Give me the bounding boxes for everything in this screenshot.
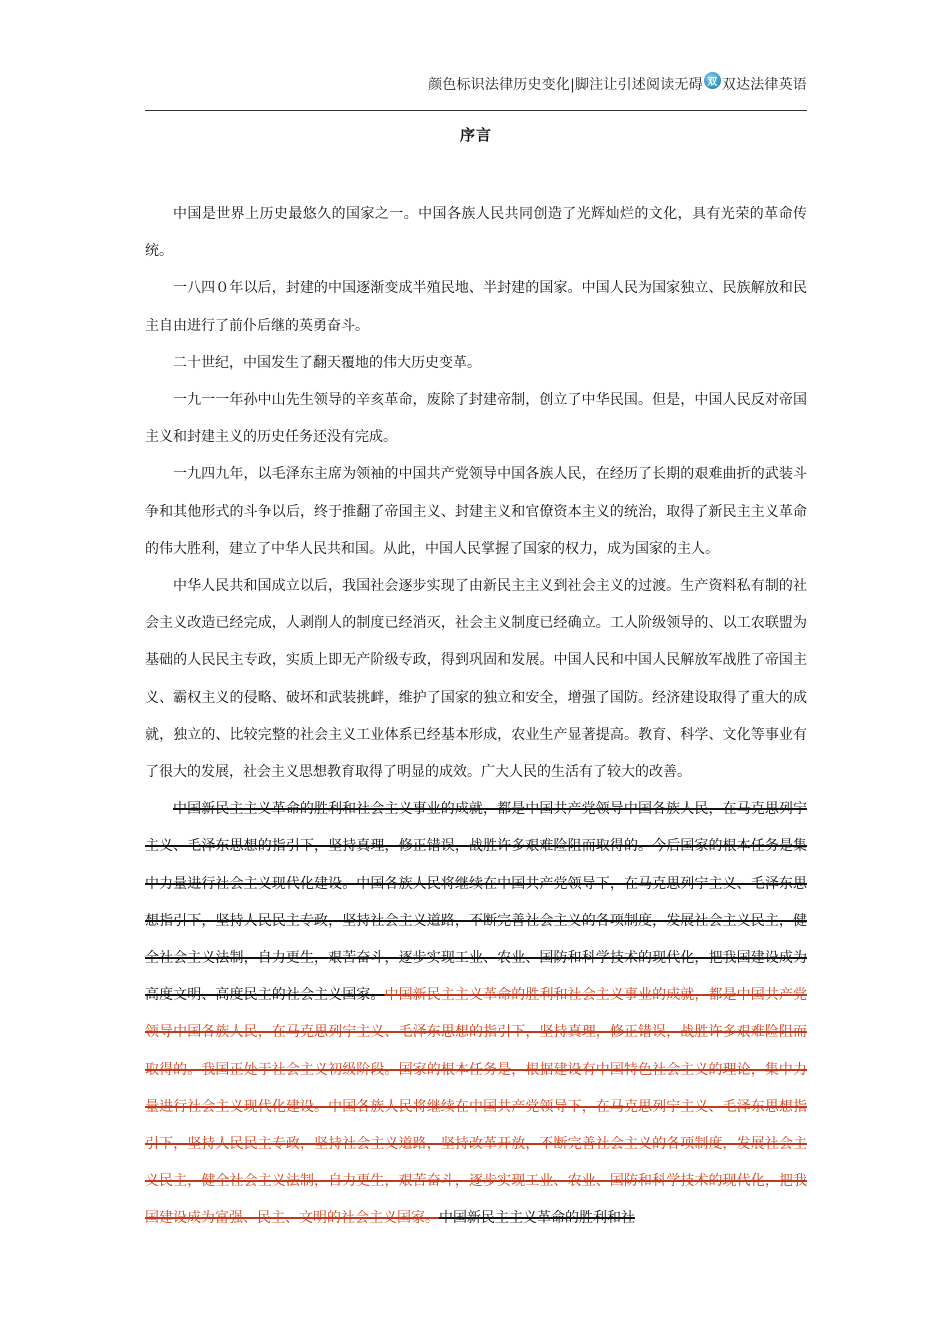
document-body [145, 196, 807, 1238]
page-header [145, 72, 807, 96]
paragraph: 二十世纪，中国发生了翻天覆地的伟大历史变革。 [173, 354, 481, 371]
paragraph: 一八四０年以后，封建的中国逐渐变成半殖民地、半封建的国家。中国人民为国家独立、民族解放和民主自由进行了前仆后继的英勇奋斗。 [145, 280, 807, 334]
deleted-text-trailing: 中国新民主主义革命的胜利和社 [439, 1210, 635, 1227]
paragraph: 一九四九年，以毛泽东主席为领袖的中国共产党领导中国各族人民，在经历了长期的艰难曲折的武装斗争和其他形式的斗争以后，终于推翻了帝国主义、封建主义和官僚资本主义的统治，取得了新民主主义革命的伟大胜利，建立了中华人民共和国。从此，中国人民掌握了国家的权力，成为国家的主人。 [145, 466, 807, 557]
deleted-text-original: 中国新民主主义革命的胜利和社会主义事业的成就，都是中国共产党领导中国各族人民，在马克思列宁主义、毛泽东思想的指引下，坚持真理，修正错误，战胜许多艰难险阻而取得的。今后国家的根本任务是集中力量进行社会主义现代化建设。中国各族人民将继续在中国共产党领导下，在马克思列宁主义、毛泽东思想指引下，坚持人民民主专政，坚持社会主义道路，不断完善社会主义的各项制度，发展社会主义民主，健全社会主义法制，自力更生，艰苦奋斗，逐步实现工业、农业、国防和科学技术的现代化，把我国建设成为高度文明、高度民主的社会主义国家。 [145, 801, 807, 1004]
paragraph: 中国是世界上历史最悠久的国家之一。中国各族人民共同创造了光辉灿烂的文化，具有光荣的革命传统。 [145, 206, 807, 260]
page-title: 序言 [459, 126, 492, 144]
deleted-text-amendment: 中国新民主主义革命的胜利和社会主义事业的成就，都是中国共产党领导中国各族人民，在马克思列宁主义、毛泽东思想的指引下，坚持真理，修正错误，战胜许多艰难险阻而取得的。我国正处于社会主义初级阶段。国家的根本任务是，根据建设有中国特色社会主义的理论，集中力量进行社会主义现代化建设。中国各族人民将继续在中国共产党领导下，在马克思列宁主义、毛泽东思想指引下，坚持人民民主专政，坚持社会主义道路，坚持改革开放，不断完善社会主义的各项制度，发展社会主义民主，健全社会主义法制，自力更生，艰苦奋斗，逐步实现工业、农业、国防和科学技术的现代化，把我国建设成为富强、民主、文明的社会主义国家。 [145, 987, 808, 1227]
amended-paragraph [145, 791, 807, 1237]
header-tagline: 颜色标识法律历史变化|脚注让引述阅读无碍 [428, 77, 703, 93]
header-brand: 双达法律英语 [721, 77, 807, 93]
header-divider [145, 110, 807, 111]
brand-logo-icon: 双 [704, 72, 721, 89]
paragraph: 中华人民共和国成立以后，我国社会逐步实现了由新民主主义到社会主义的过渡。生产资料私有制的社会主义改造已经完成，人剥削人的制度已经消灭，社会主义制度已经确立。工人阶级领导的、以工农联盟为基础的人民民主专政，实质上即无产阶级专政，得到巩固和发展。中国人民和中国人民解放军战胜了帝国主义、霸权主义的侵略、破坏和武装挑衅，维护了国家的独立和安全，增强了国防。经济建设取得了重大的成就，独立的、比较完整的社会主义工业体系已经基本形成，农业生产显著提高。教育、科学、文化等事业有了很大的发展，社会主义思想教育取得了明显的成效。广大人民的生活有了较大的改善。 [145, 578, 807, 781]
paragraph: 一九一一年孙中山先生领导的辛亥革命，废除了封建帝制，创立了中华民国。但是，中国人民反对帝国主义和封建主义的历史任务还没有完成。 [145, 392, 807, 446]
